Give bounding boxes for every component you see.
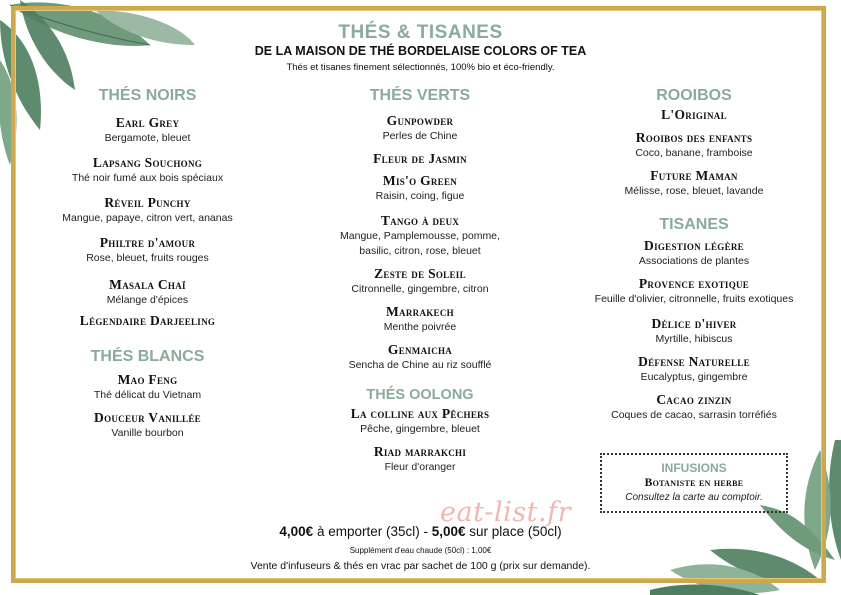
section-title-thes-noirs: THÉS NOIRS (98, 87, 197, 104)
section-title-infusions: INFUSIONS (661, 461, 727, 475)
item-desc: Myrtille, hibiscus (655, 333, 733, 345)
item-name: Provence exotique (638, 276, 750, 291)
price-line (0, 524, 841, 539)
item-desc: Eucalyptus, gingembre (640, 371, 748, 383)
item-desc: Consultez la carte au comptoir. (625, 492, 763, 503)
menu-item (310, 341, 530, 373)
item-desc: Thé délicat du Vietnam (93, 389, 202, 401)
item-name: Riad marrakchi (373, 444, 467, 459)
item-desc: Coques de cacao, sarrasin torréfiés (611, 409, 777, 421)
item-desc: Thé noir fumé aux bois spéciaux (71, 172, 224, 184)
item-name: Masala Chaï (109, 277, 186, 292)
item-name: Douceur Vanillée (94, 410, 201, 425)
infusions-box (600, 453, 788, 513)
menu-item (30, 276, 265, 308)
item-name: Légendaire Darjeeling (79, 313, 216, 328)
menu-item (572, 275, 816, 307)
menu-item (30, 371, 265, 403)
item-desc: Vanille bourbon (111, 427, 184, 439)
item-desc: Raisin, coing, figue (375, 190, 465, 202)
item-desc: Associations de plantes (638, 255, 750, 267)
item-name: Réveil Punchy (104, 195, 191, 210)
section-title-thes-verts: THÉS VERTS (369, 87, 471, 104)
supplement-note: Supplément d'eau chaude (50cl) : 1,00€ (349, 546, 492, 555)
watermark: eat-list.fr (440, 497, 572, 528)
item-name: Délice d'hiver (651, 316, 737, 331)
item-name: Mao Feng (117, 372, 178, 387)
item-desc: Feuille d'olivier, citronnelle, fruits exotiques (594, 293, 794, 305)
page-title: THÉS & TISANES (338, 22, 503, 43)
item-desc: Citronnelle, gingembre, citron (351, 283, 489, 295)
menu-item (572, 353, 816, 385)
column-middle (310, 86, 530, 475)
item-desc: Coco, banane, framboise (635, 147, 753, 159)
menu-item (310, 265, 530, 297)
section-title-thes-blancs: THÉS BLANCS (90, 348, 205, 365)
menu-item (30, 194, 265, 226)
item-name: La colline aux Pêchers (350, 406, 490, 421)
item-name: Future Maman (650, 168, 738, 183)
item-desc: Fleur d'oranger (384, 461, 456, 473)
item-name: Gunpowder (386, 113, 454, 128)
item-name: Philtre d'amour (99, 235, 196, 250)
column-right (572, 86, 816, 423)
item-desc: Mélange d'épices (106, 294, 189, 306)
section-title-rooibos: ROOIBOS (656, 87, 732, 104)
menu-item (310, 150, 530, 167)
menu-item (30, 409, 265, 441)
price-onsite: 5,00€ (431, 524, 466, 539)
item-name: Fleur de Jasmin (373, 151, 467, 166)
vente-note: Vente d'infuseurs & thés en vrac par sachet de 100 g (prix sur demande). (250, 560, 591, 572)
menu-item (310, 443, 530, 475)
menu-item (30, 154, 265, 186)
item-desc-line2: basilic, citron, rose, bleuet (359, 245, 481, 257)
menu-item (310, 212, 530, 259)
menu-item (572, 129, 816, 161)
menu-item (30, 234, 265, 266)
item-name: Earl Grey (115, 115, 180, 130)
section-title-thes-oolong: THÉS OOLONG (366, 387, 474, 403)
item-desc: Pêche, gingembre, bleuet (360, 423, 480, 435)
menu-item (310, 303, 530, 335)
menu-item (30, 312, 265, 329)
menu-item (30, 114, 265, 146)
menu-item (572, 391, 816, 423)
price-takeaway: 4,00€ (279, 524, 314, 539)
price-onsite-label: sur place (50cl) (465, 524, 562, 539)
item-name: Digestion légère (644, 238, 744, 253)
item-name: Rooibos des enfants (635, 130, 753, 145)
menu-item (310, 172, 530, 204)
menu-item (572, 237, 816, 269)
page-tagline: Thés et tisanes finement sélectionnés, 100% bio et éco-friendly. (286, 62, 555, 73)
item-name: Défense Naturelle (638, 354, 750, 369)
item-name: Zeste de Soleil (374, 266, 466, 281)
item-desc: Sencha de Chine au riz soufflé (348, 359, 492, 371)
item-desc: Mangue, papaye, citron vert, ananas (62, 212, 233, 224)
item-desc: Mélisse, rose, bleuet, lavande (624, 185, 764, 197)
item-desc: Menthe poivrée (383, 321, 457, 333)
menu-item (310, 405, 530, 437)
item-name: Marrakech (386, 304, 454, 319)
item-desc: Bergamote, bleuet (104, 132, 191, 144)
menu-item (572, 167, 816, 199)
item-desc: Perles de Chine (382, 130, 458, 142)
page-subtitle: DE LA MAISON DE THÉ BORDELAISE COLORS OF TEA (254, 44, 587, 58)
menu-item (572, 315, 816, 347)
item-name: Botaniste en herbe (644, 477, 744, 489)
item-name: L'Original (661, 107, 727, 122)
menu-item (572, 106, 816, 123)
item-name: Cacao zinzin (656, 392, 732, 407)
item-desc: Rose, bleuet, fruits rouges (86, 252, 209, 264)
item-name: Genmaicha (387, 342, 453, 357)
item-desc: Mangue, Pamplemousse, pomme, (340, 230, 500, 242)
section-title-tisanes: TISANES (659, 216, 729, 233)
item-name: Mis'o Green (382, 173, 458, 188)
price-takeaway-label: à emporter (35cl) - (313, 524, 432, 539)
item-name: Lapsang Souchong (92, 155, 203, 170)
column-left (30, 86, 265, 441)
menu-item (310, 112, 530, 144)
item-name: Tango à deux (380, 213, 460, 228)
